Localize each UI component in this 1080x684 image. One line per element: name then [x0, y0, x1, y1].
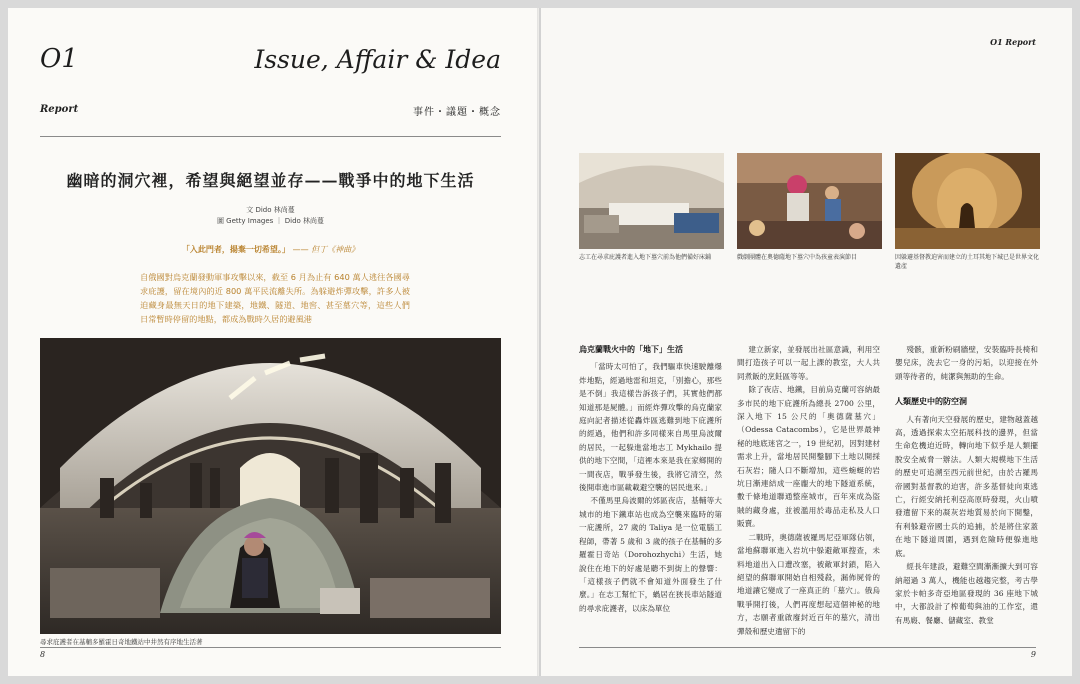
article-body [579, 343, 1039, 643]
paragraph: 二戰時，奧德薩被羅馬尼亞軍隊佔領，當地蘇聯軍進入岩坑中躲避敵軍搜查，未料地道出入口遭改塞，被敵軍封鎖，陷入絕望的蘇聯軍開始自相殘殺，漏佈屍骨的地道讓它變成了一座真正的「墓穴」。俄烏戰爭開打後，人們再度想起這個神秘的地方，志願者重啟廢封近百年的墓穴，清出彈殼和歷史遺留下的 [737, 532, 880, 636]
credits [40, 205, 501, 227]
page-number: 8 [40, 650, 46, 659]
epigraph-quote: 「入此門者，揚棄一切希望。」 [181, 245, 290, 254]
main-photo-caption: 尋求庇護者在基輔多羅霍日奇地鐵站中井然有序地生活著 [40, 638, 203, 646]
paragraph: 「當時太可怕了，我們驅車快速駛離爆炸地點，經過地雷和坦克，「別擔心，那些是不倒」我這樣告訴孩子們，其實他們都知道那是屍體。」而經炸彈攻擊的烏克蘭家庭向記者描述從轟炸區逃難到地下庇護所的經過，他們和許多同樣來自馬里烏波爾的居民，一起躲進當地志工 Mykhailo 提供的地下空間，「這裡本來是我在家鄉開的一間夜店，戰爭發生後，我將它清空，然後開車進市區載載避空襲的居民進來。」 [579, 362, 722, 493]
section-number: O1 [40, 44, 78, 74]
left-page [8, 8, 539, 676]
body-column-1 [579, 343, 722, 615]
paragraph: 殘骸，重新粉刷牆壁，安裝臨時長椅和嬰兒床，洗去它一身的污垢，以迎接在外頭等待者的，純潔與無助的生命。 [895, 345, 1038, 381]
page-number-right: 9 [1030, 650, 1036, 659]
children-performance-photo [737, 153, 882, 249]
paragraph: 不僅馬里烏波爾的郊區夜店，基輔等大城市的地下鐵車站也成為空襲來臨時的第一庇護所，27 歲的 Taliya 是一位電腦工程師，帶著 5 歲和 3 歲的孩子在基輔的多羅霍日奇站（Dorohozhychi）生活，她說住在地下的好處是聽不到街上的聲響：「這樣孩子們就不會知道外面發生了什麼。」在志工幫忙下，蝸居在狹長車站隧道的尋求庇護者，以床為單位 [579, 496, 722, 613]
body-column-3 [895, 343, 1038, 627]
lede-paragraph: 自俄國對烏克蘭發動軍事攻擊以來，截至 6 月為止有 640 萬人逃往各國尋求庇護，留在境內的近 800 萬平民流離失所。為躲避炸彈攻擊，許多人被迫藏身最無天日的地下建築，地鐵、隧道、地窖、甚至墓穴等，這些人們日常暫時停留的地點，都成為戰時久居的避風港 [140, 272, 410, 324]
paragraph: 人有著向天空發展的歷史，建物越蓋越高，透過探索太空拓展科技的邊界，但當生命危機迫近時，轉向地下似乎是人類擺脫安全威脅一辦法。人類大規模地下生活的歷史可追溯至西元前世紀，由於古羅馬帝國對基督教的迫害，許多基督徒向東逃亡，行經安納托利亞高原時發現，火山噴發遺留下來的凝灰岩地質易於向下開鑿，有利躲避帝國士兵的追捕，於是將住家蓋在地下隧道周圍，遇到危險時便躲進地底。 [895, 414, 1038, 558]
section-title: Issue, Affair & Idea [254, 45, 501, 74]
footer-rule [40, 647, 501, 648]
article-headline: 幽暗的洞穴裡，希望與絕望並存——戰爭中的地下生活 [66, 171, 475, 190]
epigraph-source: —— 但丁《神曲》 [292, 245, 360, 254]
thumb-caption-3: 因躲避基督教迫害而建立的土耳其地下城已是世界文化遺產 [895, 254, 1040, 270]
paragraph: 除了夜店、地鐵，目前烏克蘭可容納最多市民的地下庇護所為總長 2700 公里，深入地下 15 公尺的「奧德薩墓穴」（Odessa Catacombs），它是世界最神秘的地底迷宮之一，19 世紀初，因對建材需求上升，當地居民開鑿腳下土地以開採石灰岩；隨人口不斷增加，這些蜿蜒的岩坑日漸連結成一座龐大的地下隧道系統，數千條地道聯通整座城市，百年來成為盜賊的藏身處，並被濫用於毒品走私及人口販賣。 [737, 385, 880, 529]
category-label: 事件・議題・概念 [413, 107, 501, 118]
thumb-caption-2: 戲劇團體在奧德薩地下墓穴中為孩童表演節目 [737, 254, 858, 261]
subheading-shelter-history: 人類歷史中的防空洞 [895, 397, 967, 407]
epigraph [40, 244, 501, 255]
subheading-underground-life: 烏克蘭戰火中的「地下」生活 [579, 345, 683, 354]
header-rule [40, 136, 501, 137]
metro-shelter-photo [40, 338, 501, 634]
credit-photo: 圖 Getty Images ｜ Dido 林尚蔓 [216, 217, 325, 225]
paragraph: 建立新家，並發展出社區意識，利用空間打造孩子可以一起上課的教室，大人共同煮飯的烹飪區等等。 [737, 345, 880, 381]
body-column-2 [737, 343, 880, 638]
running-head-right: O1 Report [990, 37, 1036, 47]
underground-city-photo [895, 153, 1040, 249]
credit-text: 文 Dido 林尚蔓 [246, 206, 295, 214]
paragraph: 經長年建設，避難空間漸漸擴大到可容納超過 3 萬人，機能也越趨完整，考古學家於卡帕多奇亞地區發現的 36 座地下城中，大都設計了榨葡萄與油的工作室，還有馬廄、餐廳、儲藏室、教堂 [895, 562, 1038, 625]
catacomb-beds-photo [579, 153, 724, 249]
footer-rule-right [579, 647, 1036, 648]
right-page [541, 8, 1072, 676]
running-head: Report [40, 104, 79, 115]
thumb-caption-1: 志工在尋求庇護者進入地下墓穴前為他們備好床鋪 [579, 254, 712, 261]
